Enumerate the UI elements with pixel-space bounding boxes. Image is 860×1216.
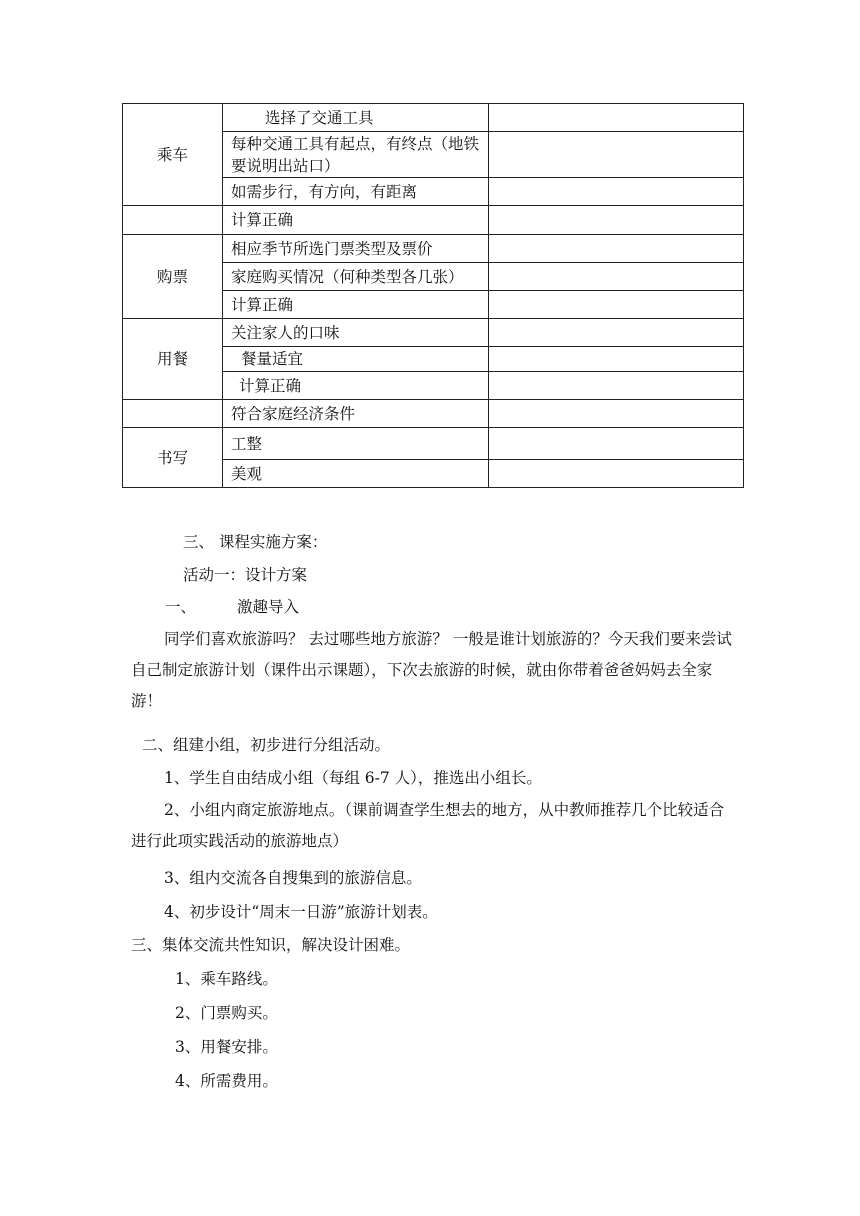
score-cell — [489, 428, 744, 460]
category-ticket: 购票 — [123, 235, 223, 319]
score-cell — [489, 460, 744, 488]
step3-title: 三、集体交流共性知识，解决设计困难。 — [131, 936, 411, 954]
score-cell — [489, 235, 744, 263]
criterion-cell: 工整 — [223, 428, 489, 460]
step1-paragraph: 同学们喜欢旅游吗？ 去过哪些地方旅游？ 一般是谁计划旅游的？今天我们要来尝试自己制定旅游计划（课件出示课题），下次去旅游的时候，就由你带着爸爸妈妈去全家游！ — [131, 630, 732, 710]
score-cell — [489, 372, 744, 400]
table-row — [123, 206, 744, 235]
score-cell — [489, 104, 744, 132]
criterion-cell: 选择了交通工具 — [223, 104, 489, 132]
score-cell — [489, 347, 744, 372]
score-cell — [489, 291, 744, 319]
score-cell — [489, 263, 744, 291]
criterion-cell: 家庭购买情况（何种类型各几张） — [223, 263, 489, 291]
table-row — [123, 319, 744, 347]
category-empty — [123, 400, 223, 428]
score-cell — [489, 206, 744, 235]
score-cell — [489, 178, 744, 206]
table-row — [123, 428, 744, 460]
step3-item: 4、所需费用。 — [175, 1072, 278, 1090]
category-ride: 乘车 — [123, 104, 223, 206]
criterion-cell: 关注家人的口味 — [223, 319, 489, 347]
step3-item: 3、用餐安排。 — [175, 1038, 278, 1056]
table-row — [123, 104, 744, 132]
step2-item: 1、学生自由结成小组（每组 6-7 人），推选出小组长。 — [164, 769, 542, 787]
score-cell — [489, 319, 744, 347]
step2-item: 4、初步设计“周末一日游”旅游计划表。 — [164, 903, 438, 921]
criterion-cell: 美观 — [223, 460, 489, 488]
criterion-cell: 计算正确 — [223, 372, 489, 400]
step2-item: 3、组内交流各自搜集到的旅游信息。 — [164, 869, 422, 887]
criterion-cell: 每种交通工具有起点，有终点（地铁要说明出站口） — [223, 132, 489, 178]
step1-title: 激趣导入 — [237, 598, 300, 616]
evaluation-table — [122, 103, 744, 488]
step3-item: 2、门票购买。 — [175, 1004, 278, 1022]
criterion-cell: 如需步行，有方向，有距离 — [223, 178, 489, 206]
criterion-cell: 符合家庭经济条件 — [223, 400, 489, 428]
step2-item: 2、小组内商定旅游地点。（课前调查学生想去的地方，从中教师推荐几个比较适合进行此项实践活动的旅游地点） — [131, 801, 725, 850]
step2-title: 二、组建小组，初步进行分组活动。 — [142, 736, 391, 754]
step3-item: 1、乘车路线。 — [175, 970, 278, 988]
category-meal: 用餐 — [123, 319, 223, 400]
section-title: 三、 课程实施方案： — [183, 533, 328, 551]
category-writing: 书写 — [123, 428, 223, 488]
category-empty — [123, 206, 223, 235]
criterion-cell: 相应季节所选门票类型及票价 — [223, 235, 489, 263]
table-row — [123, 235, 744, 263]
criterion-cell: 计算正确 — [223, 206, 489, 235]
criterion-cell: 计算正确 — [223, 291, 489, 319]
step1-number: 一、 — [165, 598, 197, 616]
score-cell — [489, 132, 744, 178]
criterion-cell: 餐量适宜 — [223, 347, 489, 372]
activity-title: 活动一：设计方案 — [183, 566, 308, 584]
score-cell — [489, 400, 744, 428]
table-row — [123, 400, 744, 428]
